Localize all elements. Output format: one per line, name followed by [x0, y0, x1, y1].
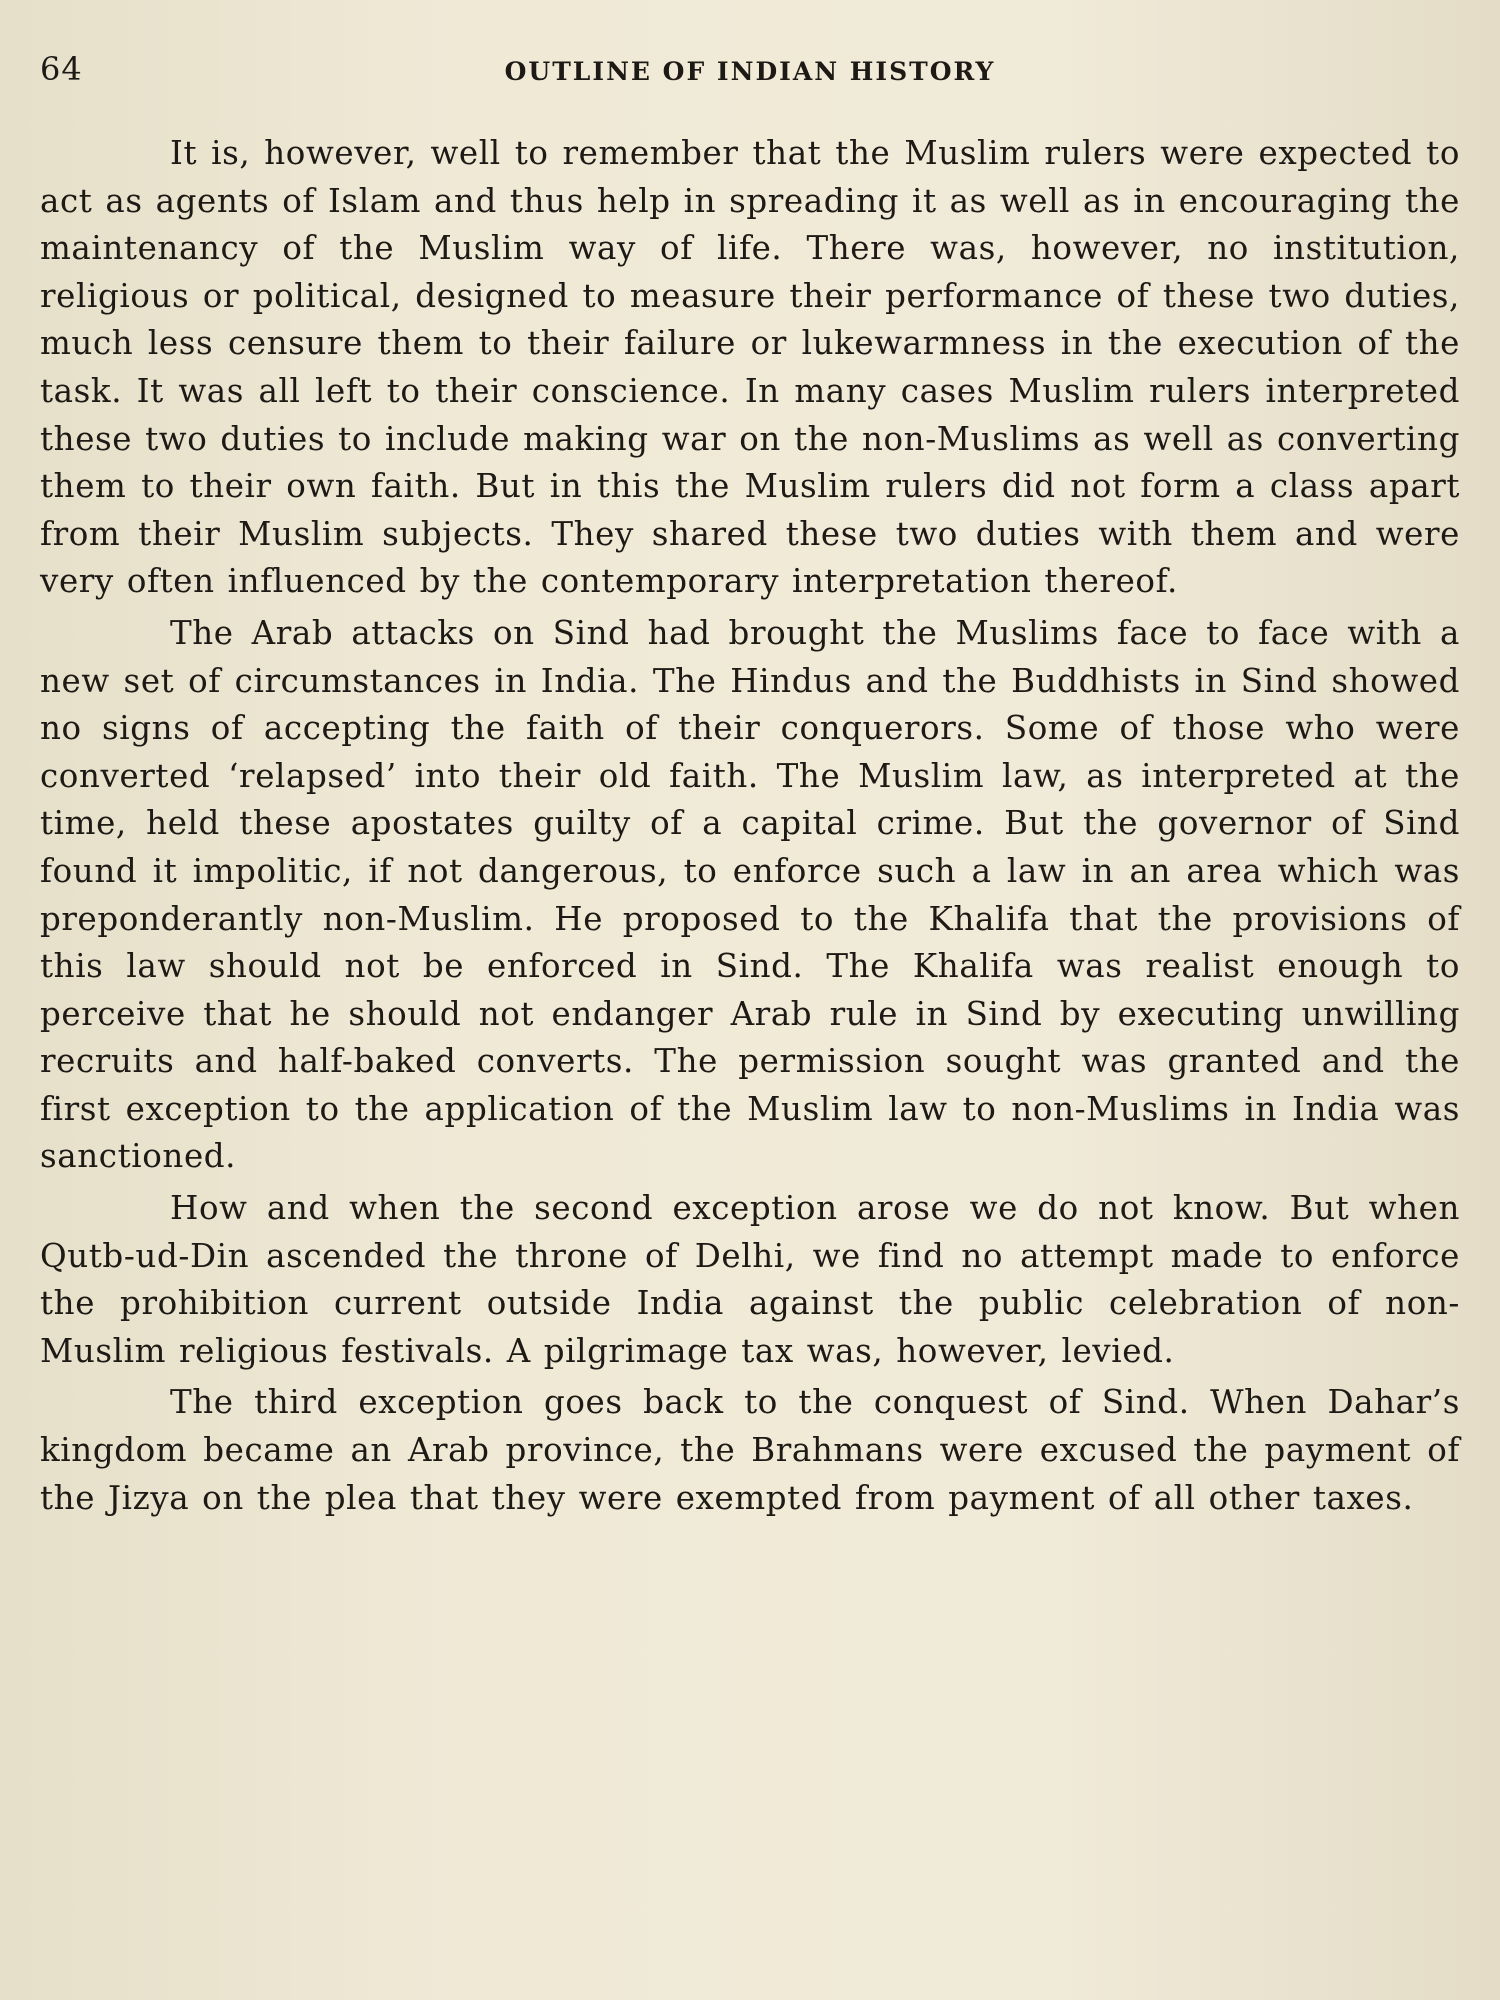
running-title: OUTLINE OF INDIAN HISTORY [504, 57, 996, 86]
body-text [40, 130, 1460, 1522]
paragraph-2: The Arab attacks on Sind had brought the Muslims face to face with a new set of circumstances in India. The Hindus and the Buddhists in Sind showed no signs of accepting the faith of their conquerors. Some of those who were converted ‘relapsed’ into their old faith. The Muslim law, as interpreted at the time, held these apostates guilty of a capital crime. But the governor of Sind found it impolitic, if not dangerous, to enforce such a law in an area which was preponderantly non-Muslim. He proposed to the Khalifa that the provisions of this law should not be enforced in Sind. The Khalifa was realist enough to perceive that he should not endanger Arab rule in Sind by executing unwilling recruits and half-baked converts. The permission sought was granted and the first exception to the application of the Muslim law to non-Muslims in India was sanctioned. [40, 613, 1460, 1176]
page-header [40, 50, 1460, 98]
paragraph-3: How and when the second exception arose we do not know. But when Qutb-ud-Din ascended the throne of Delhi, we find no attempt made to enforce the prohibition current outside India against the public celebration of non-Muslim religious festivals. A pilgrimage tax was, however, levied. [40, 1189, 1460, 1370]
paragraph-1: It is, however, well to remember that the Muslim rulers were expected to act as agents of Islam and thus help in spreading it as well as in encouraging the maintenancy of the Muslim way of life. There was, however, no institution, religious or political, designed to measure their performance of these two duties, much less censure them to their failure or lukewarmness in the execution of the task. It was all left to their conscience. In many cases Muslim rulers interpreted these two duties to include making war on the non-Muslims as well as converting them to their own faith. But in this the Muslim rulers did not form a class apart from their Muslim subjects. They shared these two duties with them and were very often influenced by the contemporary interpretation thereof. [40, 134, 1460, 601]
paragraph-4: The third exception goes back to the conquest of Sind. When Dahar’s kingdom became an Arab province, the Brahmans were excused the payment of the Jizya on the plea that they were exempted from payment of all other taxes. [40, 1383, 1460, 1517]
page-number: 64 [40, 50, 83, 88]
